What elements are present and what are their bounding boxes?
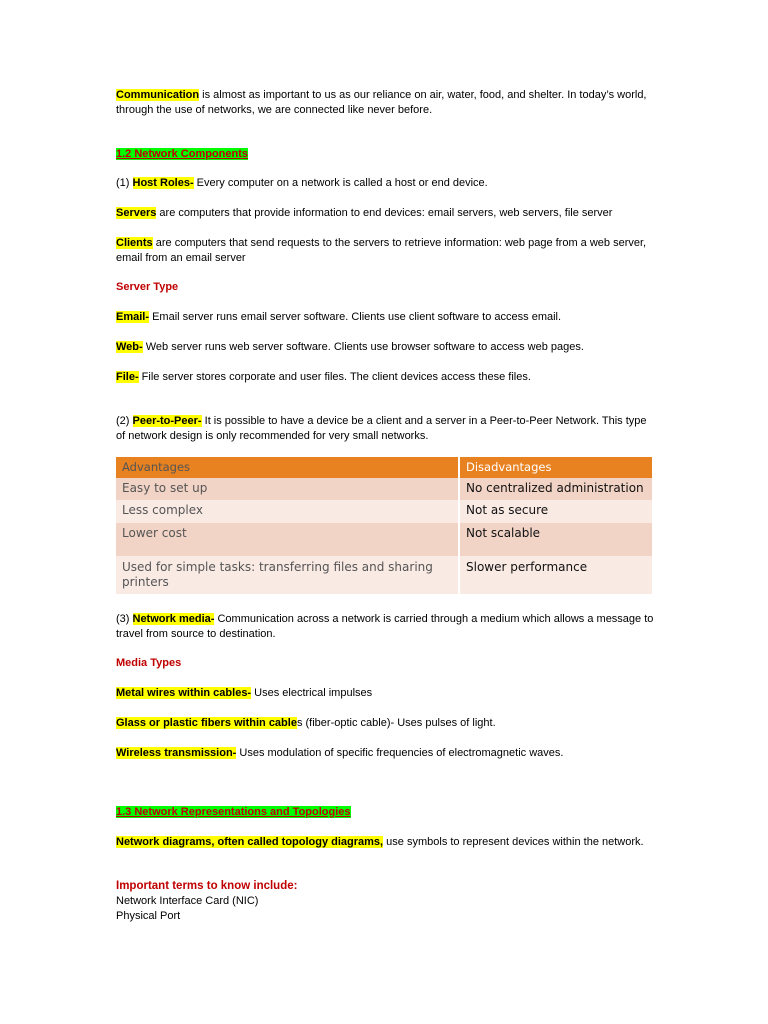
term-item: Physical Port [116,910,181,922]
table-row [116,500,652,523]
header-disadvantages: Disadvantages [459,457,652,478]
clients-paragraph [116,236,656,266]
web-text: Web server runs web server software. Clients use browser software to access web pages. [142,341,584,353]
highlight-glass: Glass or plastic fibers within cable [116,717,297,729]
section-1-2-title: 1.2 Network Components [116,148,249,160]
p2p-prefix: (2) [116,415,133,427]
servers-paragraph [116,206,656,221]
table-cell-advantage: Used for simple tasks: transferring files and sharing printers [116,556,459,594]
table-cell-disadvantage: Not as secure [459,500,652,523]
servers-text: are computers that provide information to end devices: email servers, web servers, file server [156,207,613,219]
web-paragraph [116,340,656,355]
table-row [116,556,652,594]
glass-paragraph [116,716,656,731]
file-paragraph [116,370,656,385]
term-item: Network Interface Card (NIC) [116,895,259,907]
highlight-web: Web- [116,341,143,353]
email-paragraph [116,310,656,325]
glass-text: s (fiber-optic cable)- Uses pulses of light. [296,717,496,729]
section-heading-1-2 [116,147,656,162]
email-text: Email server runs email server software. Clients use client software to access email. [149,311,562,323]
highlight-email: Email- [116,311,150,323]
intro-text: is almost as important to us as our reliance on air, water, food, and shelter. In today’s world, through the use of networks, we are connected like never before. [116,89,647,116]
highlight-communication: Communication [116,89,200,101]
intro-paragraph [116,88,656,118]
highlight-wireless: Wireless transmission- [116,747,237,759]
p2p-text: It is possible to have a device be a client and a server in a Peer-to-Peer Network. This type of network design is only recommended for very small networks. [116,415,647,442]
terms-heading-label: Important terms to know include: [116,880,298,892]
table-cell-advantage: Lower cost [116,523,459,556]
diagrams-text: use symbols to represent devices within the network. [383,836,644,848]
table-cell-advantage: Easy to set up [116,478,459,500]
table-row [116,478,652,500]
host-roles-paragraph [116,176,656,191]
highlight-metal: Metal wires within cables- [116,687,252,699]
server-type-heading [116,280,656,295]
media-paragraph [116,612,656,642]
section-heading-1-3 [116,805,656,820]
table-cell-advantage: Less complex [116,500,459,523]
highlight-network-media: Network media- [132,613,215,625]
table-cell-disadvantage: Not scalable [459,523,652,556]
table-cell-disadvantage: Slower performance [459,556,652,594]
highlight-file: File- [116,371,139,383]
clients-text: are computers that send requests to the servers to retrieve information: web page from a web server, email from an email server [116,237,647,264]
section-1-3-title: 1.3 Network Representations and Topologies [116,806,351,818]
host-prefix: (1) [116,177,133,189]
media-types-label: Media Types [116,657,182,669]
highlight-clients: Clients [116,237,153,249]
terms-heading [116,879,656,894]
p2p-comparison-table [116,457,652,594]
table-row [116,523,652,556]
host-text: Every computer on a network is called a host or end device. [193,177,488,189]
table-cell-disadvantage: No centralized administration [459,478,652,500]
media-types-heading [116,656,656,671]
diagrams-paragraph [116,835,656,850]
header-advantages: Advantages [116,457,459,478]
media-prefix: (3) [116,613,133,625]
wireless-paragraph [116,746,656,761]
highlight-host-roles: Host Roles- [132,177,194,189]
highlight-p2p: Peer-to-Peer- [132,415,202,427]
file-text: File server stores corporate and user files. The client devices access these files. [138,371,531,383]
p2p-paragraph [116,414,656,444]
server-type-label: Server Type [116,281,179,293]
highlight-network-diagrams: Network diagrams, often called topology diagrams, [116,836,384,848]
media-text: Communication across a network is carried through a medium which allows a message to travel from source to destination. [116,613,654,640]
metal-paragraph [116,686,656,701]
table-header-row [116,457,652,478]
wireless-text: Uses modulation of specific frequencies of electromagnetic waves. [236,747,564,759]
metal-text: Uses electrical impulses [251,687,373,699]
highlight-servers: Servers [116,207,157,219]
